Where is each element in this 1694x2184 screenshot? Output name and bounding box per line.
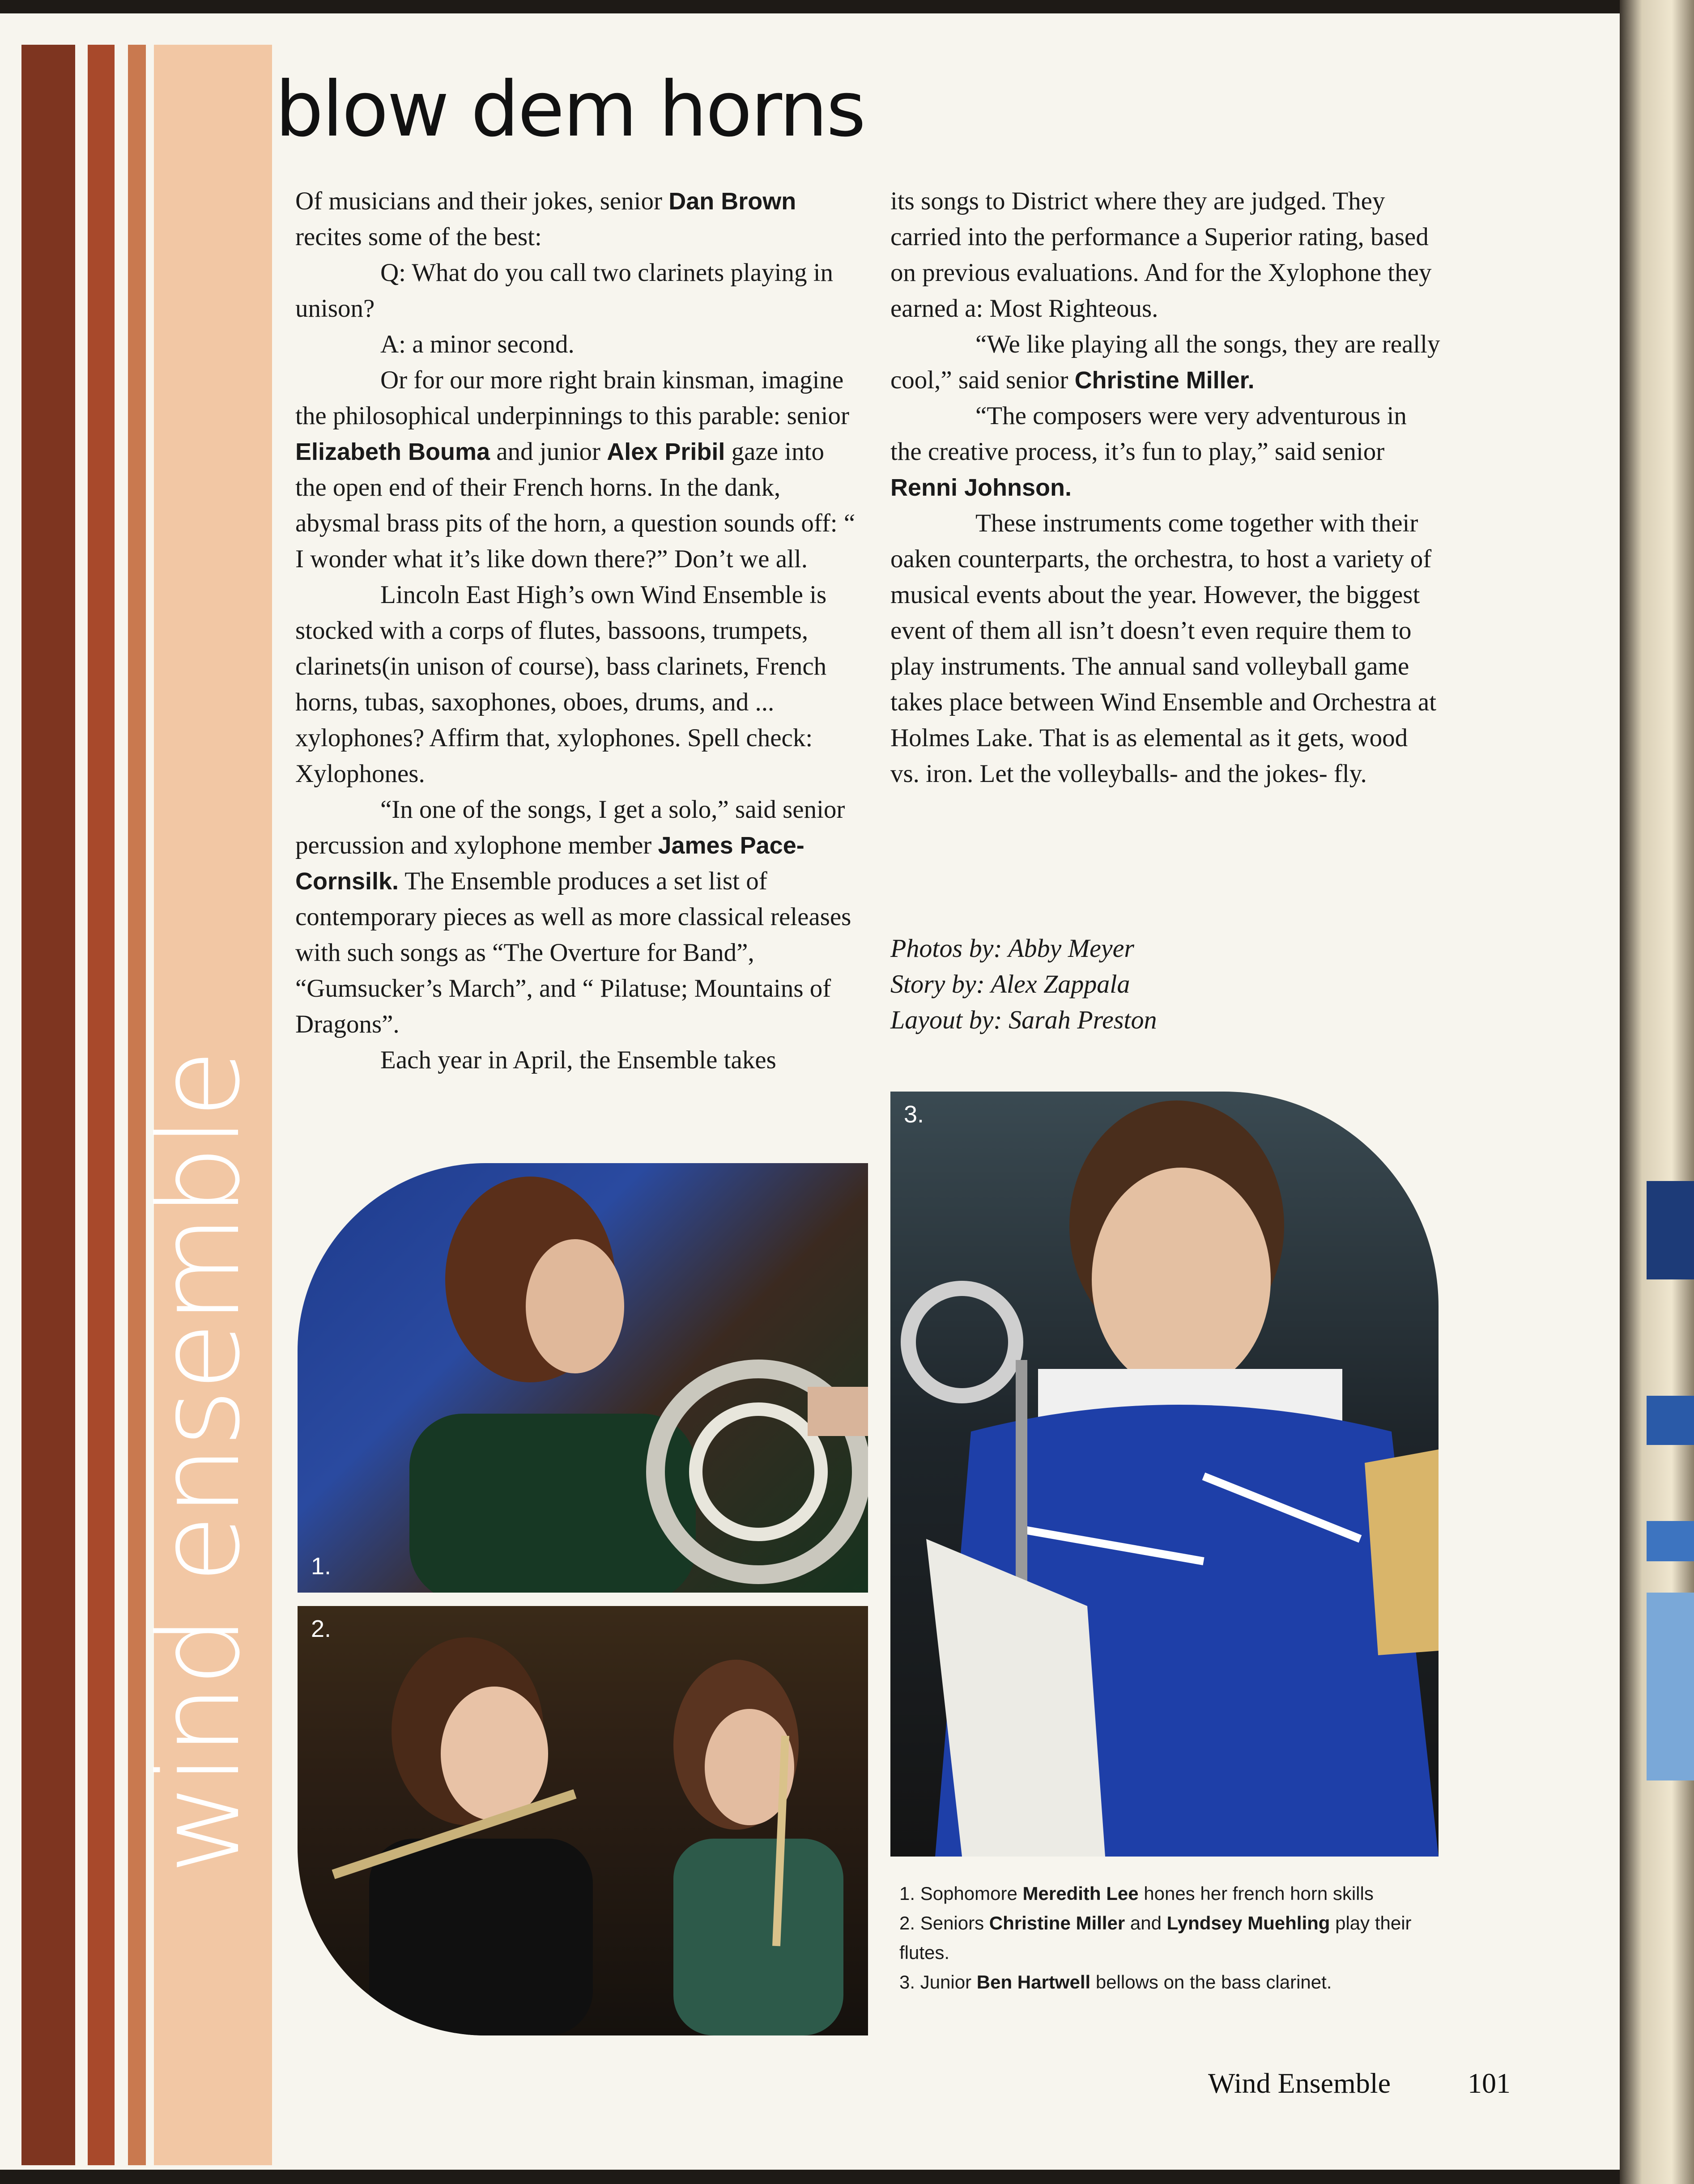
- spine-tab-blue-4: [1647, 1593, 1694, 1780]
- paragraph: Or for our more right brain kinsman, imagine the philosophical underpinnings to this parable: senior Elizabeth Bouma and junior Alex Pribil gaze into the open end of their French horns. In the dank, abysmal brass pits of the horn, a question sounds off: “ I wonder what it’s like down there?” Don’t we all.: [295, 366, 856, 573]
- story-credit: Story by: Alex Zappala: [890, 969, 1130, 999]
- stripe-gap-2: [115, 45, 128, 2165]
- photo-number: 2.: [311, 1615, 332, 1642]
- page-headline: blow dem horns: [275, 65, 865, 154]
- layout-credit: Layout by: Sarah Preston: [890, 1005, 1157, 1034]
- joke-answer: A: a minor second.: [380, 330, 575, 358]
- french-horn-photo-illustration: [298, 1163, 868, 1593]
- section-side-title: wind ensemble: [134, 1051, 264, 1874]
- spine-tab-blue-2: [1647, 1396, 1694, 1445]
- photo-number: 3.: [904, 1101, 924, 1128]
- yearbook-page: [0, 13, 1620, 2170]
- caption-3: 3. Junior Ben Hartwell bellows on the bass clarinet.: [899, 1972, 1332, 1993]
- paragraph: “The composers were very adventurous in the creative process, it’s fun to play,” said senior Renni Johnson.: [890, 402, 1407, 501]
- stripe-1: [21, 45, 75, 2165]
- paragraph: These instruments come together with their oaken counterparts, the orchestra, to host a variety of musical events about the year. However, the biggest event of them all isn’t doesn’t even require them to play instruments. The annual sand volleyball game takes place between Wind Ensemble and Orchestra at Holmes Lake. That is as elemental as it gets, wood vs. iron. Let the volleyballs- and the jokes- fly.: [890, 509, 1437, 788]
- spine-tab-blue-1: [1647, 1181, 1694, 1279]
- bass-clarinet-photo-illustration: [890, 1092, 1439, 1857]
- book-spine-edge: [1620, 0, 1694, 2184]
- story-column-2: [890, 183, 1441, 792]
- photo-flutes: [298, 1606, 868, 2035]
- photo-captions: [899, 1879, 1463, 1997]
- footer-section-name: Wind Ensemble: [1208, 2067, 1391, 2099]
- caption-2: 2. Seniors Christine Miller and Lyndsey Muehling play their flutes.: [899, 1912, 1412, 1963]
- paragraph: Of musicians and their jokes, senior Dan Brown recites some of the best:: [295, 187, 796, 251]
- story-column-1: [295, 183, 859, 1078]
- flutes-photo-illustration: [298, 1606, 868, 2035]
- spine-tab-blue-3: [1647, 1521, 1694, 1561]
- joke-question: Q: What do you call two clarinets playing in unison?: [295, 259, 834, 323]
- stripe-2: [88, 45, 115, 2165]
- paragraph: Lincoln East High’s own Wind Ensemble is stocked with a corps of flutes, bassoons, trumpets, clarinets(in unison of course), bass clarinets, French horns, tubas, saxophones, oboes, drums, and ... xylophones? Affirm that, xylophones. Spell check: Xylophones.: [295, 581, 827, 788]
- stripe-gap-1: [75, 45, 88, 2165]
- paragraph: its songs to District where they are judged. They carried into the performance a Superior rating, based on previous evaluations. And for the Xylophone they earned a: Most Righteous.: [890, 187, 1432, 323]
- photo-number: 1.: [311, 1553, 332, 1580]
- photo-french-horn: [298, 1163, 868, 1593]
- credits: [890, 931, 1157, 1038]
- paragraph: Each year in April, the Ensemble takes: [380, 1046, 776, 1074]
- caption-1: 1. Sophomore Meredith Lee hones her french horn skills: [899, 1883, 1374, 1904]
- photo-bass-clarinet: [890, 1092, 1439, 1857]
- photo-credit: Photos by: Abby Meyer: [890, 934, 1134, 963]
- page-number: 101: [1468, 2067, 1511, 2099]
- paragraph: “In one of the songs, I get a solo,” said senior percussion and xylophone member James Pace- Cornsilk. The Ensemble produces a set list of contemporary pieces as well as more classical releases with such songs as “The Overture for Band”, “Gumsucker’s March”, and “ Pilatuse; Mountains of Dragons”.: [295, 795, 851, 1038]
- paragraph: “We like playing all the songs, they are really cool,” said senior Christine Miller.: [890, 330, 1440, 394]
